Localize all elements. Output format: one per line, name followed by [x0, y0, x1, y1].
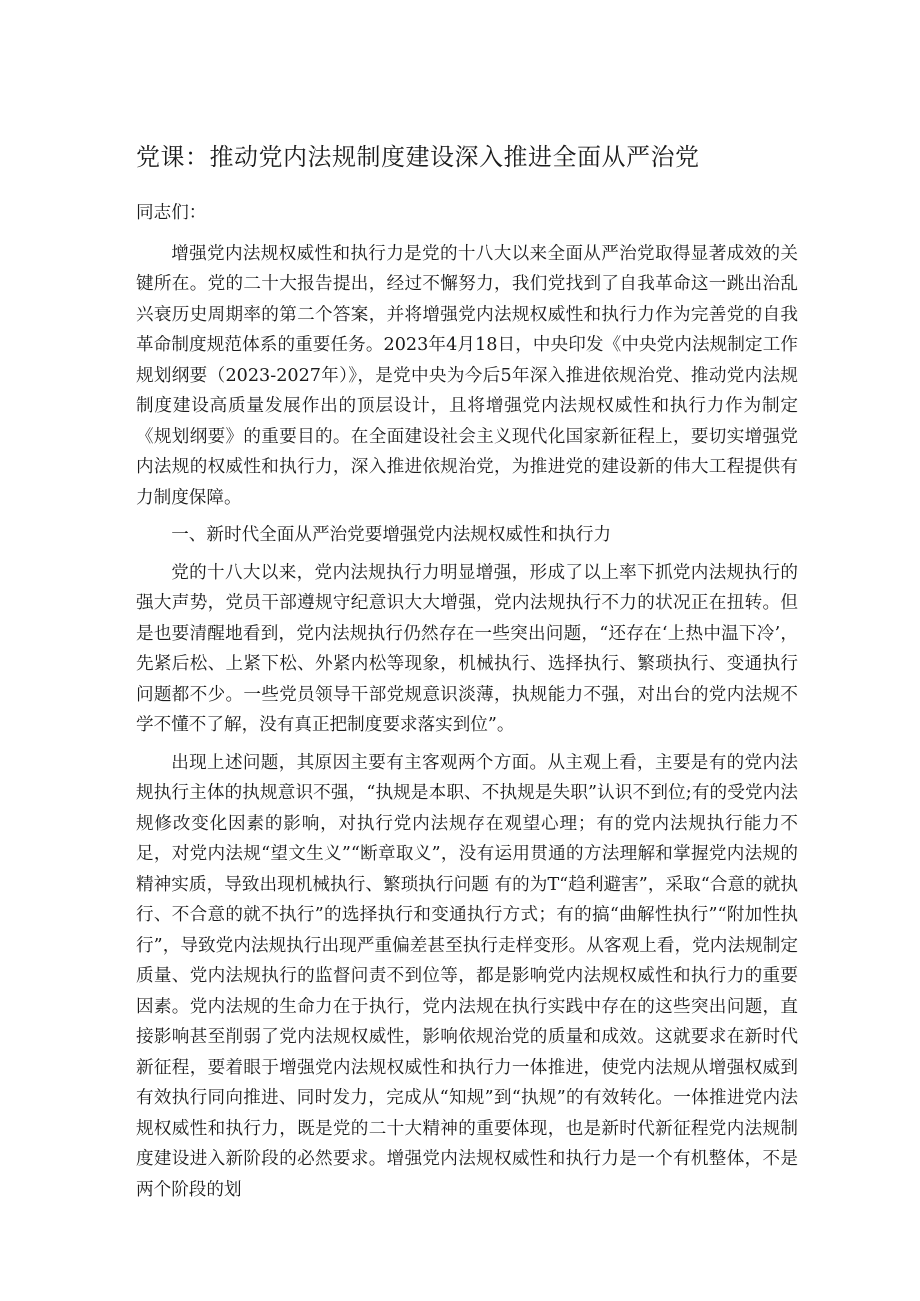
- intro-paragraph: 增强党内法规权威性和执行力是党的十八大以来全面从严治党取得显著成效的关键所在。党的二十大报告提出，经过不懈努力，我们党找到了自我革命这一跳出治乱兴衰历史周期率的第二个答案，并将增强党内法规权威性和执行力作为完善党的自我革命制度规范体系的重要任务。2023年4月18日，中央印发《中央党内法规制定工作规划纲要（2023-2027年）》，是党中央为今后5年深入推进依规治党、推动党内法规制度建设高质量发展作出的顶层设计，且将增强党内法规权威性和执行力作为制定《规划纲要》的重要目的。在全面建设社会主义现代化国家新征程上，要切实增强党内法规的权威性和执行力，深入推进依规治党，为推进党的建设新的伟大工程提供有力制度保障。: [136, 243, 798, 508]
- salutation: 同志们：: [136, 203, 207, 223]
- document-title: 党课：推动党内法规制度建设深入推进全面从严治党: [136, 143, 700, 171]
- section-paragraph: 出现上述问题，其原因主要有主客观两个方面。从主观上看，主要是有的党内法规执行主体的执规意识不强，“执规是本职、不执规是失职”认识不到位;有的受党内法规修改变化因素的影响，对执行党内法规存在观望心理；有的党内法规执行能力不足，对党内法规“望文生义”“断章取义”，没有运用贯通的方法理解和掌握党内法规的精神实质，导致出现机械执行、繁琐执行问题 有的为T“趋利避害”，采取“合意的就执行、不合意的就不执行”的选择执行和变通执行方式；有的搞“曲解性执行”“附加性执行”，导致党内法规执行出现严重偏差甚至执行走样变形。从客观上看，党内法规制定质量、党内法规执行的监督问责不到位等，都是影响党内法规权威性和执行力的重要因素。党内法规的生命力在于执行，党内法规在执行实践中存在的这些突出问题，直接影响甚至削弱了党内法规权威性，影响依规治党的质量和成效。这就要求在新时代新征程，要着眼于增强党内法规权威性和执行力一体推进，使党内法规从增强权威到有效执行同向推进、同时发力，完成从“知规”到“执规”的有效转化。一体推进党内法规权威性和执行力，既是党的二十大精神的重要体现，也是新时代新征程党内法规制度建设进入新阶段的必然要求。增强党内法规权威性和执行力是一个有机整体，不是两个阶段的划: [136, 752, 798, 1200]
- document-body: [136, 198, 798, 1205]
- section-paragraph: 党的十八大以来，党内法规执行力明显增强，形成了以上率下抓党内法规执行的强大声势，党员干部遵规守纪意识大大增强，党内法规执行不力的状况正在扭转。但是也要清醒地看到，党内法规执行仍然存在一些突出问题，“还存在‘上热中温下冷’，先紧后松、上紧下松、外紧内松等现象，机械执行、选择执行、繁琐执行、变通执行问题都不少。一些党员领导干部党规意识淡薄，执规能力不强，对出台的党内法规不学不懂不了解，没有真正把制度要求落实到位”。: [136, 562, 798, 735]
- section-heading: 一、新时代全面从严治党要增强党内法规权威性和执行力: [171, 525, 612, 545]
